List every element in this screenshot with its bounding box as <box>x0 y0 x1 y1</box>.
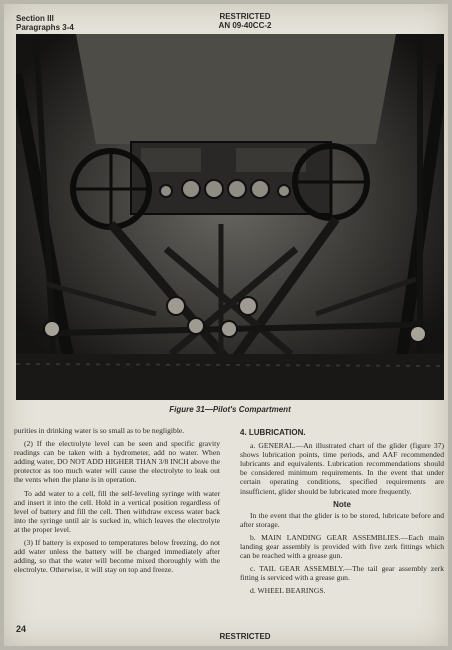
classification-label: RESTRICTED <box>219 12 271 21</box>
cockpit-illustration <box>16 34 444 400</box>
manual-page <box>4 4 448 646</box>
section-label: Section III <box>16 14 54 23</box>
note-text: In the event that the glider is to be stored, lubricate before and after storage. <box>240 510 444 529</box>
paragraph: (3) If battery is exposed to temperatures below freezing, do not add water unless the battery will be charged immediately after adding, so that the water will become mixed thoroughly with the electrolyte. Otherwise, it will stay on top and freeze. <box>14 538 220 575</box>
page-number: 24 <box>16 624 27 634</box>
footer-classification: RESTRICTED <box>219 632 271 641</box>
document-header <box>190 12 300 30</box>
cockpit-photo <box>16 34 444 400</box>
paragraph: d. WHEEL BEARINGS. <box>250 586 326 596</box>
paragraph: b. MAIN LANDING GEAR ASSEMBLIES.—Each main landing gear assembly is provided with five zerk fittings which can be reached with a grease gun. <box>240 532 444 561</box>
right-text-column <box>240 426 444 600</box>
paragraph: a. GENERAL.—An illustrated chart of the glider (figure 37) shows lubrication points, time periods, and AAF recommended lubricants and equivalents. Lubrication recommendations should be considered minimum requirements. In the event that under certain operating conditions, specified requirements are insufficient, glider should be lubricated more frequently. <box>240 441 444 496</box>
paragraph: purities in drinking water is so small as to be negligible. <box>14 426 185 435</box>
doc-number: AN 09-40CC-2 <box>218 21 272 30</box>
note-label: Note <box>333 499 351 509</box>
paragraph: To add water to a cell, fill the self-leveling syringe with water and insert it into the cell. Hold in a vertical position regardless of level of battery and fill the cell. Then withdraw excess water back into the syringe until air is sucked in, which leaves the electrolyte at the proper level. <box>14 488 220 534</box>
lubrication-heading: 4. LUBRICATION. <box>240 428 306 437</box>
paragraph: c. TAIL GEAR ASSEMBLY.—The tail gear assembly zerk fitting is serviced with a grease gun. <box>240 564 444 583</box>
section-header <box>16 14 74 32</box>
left-text-column <box>14 426 220 578</box>
paragraph: (2) If the electrolyte level can be seen and specific gravity readings can be taken with a hydrometer, add no water. When adding water, DO NOT ADD HIGHER THAN 3/8 INCH above the protector as too much water will cause the electrolyte to leak out the vents when the plane is in operation. <box>14 439 220 485</box>
paragraphs-label: Paragraphs 3-4 <box>16 23 74 32</box>
figure-caption: Figure 31—Pilot's Compartment <box>169 405 291 414</box>
